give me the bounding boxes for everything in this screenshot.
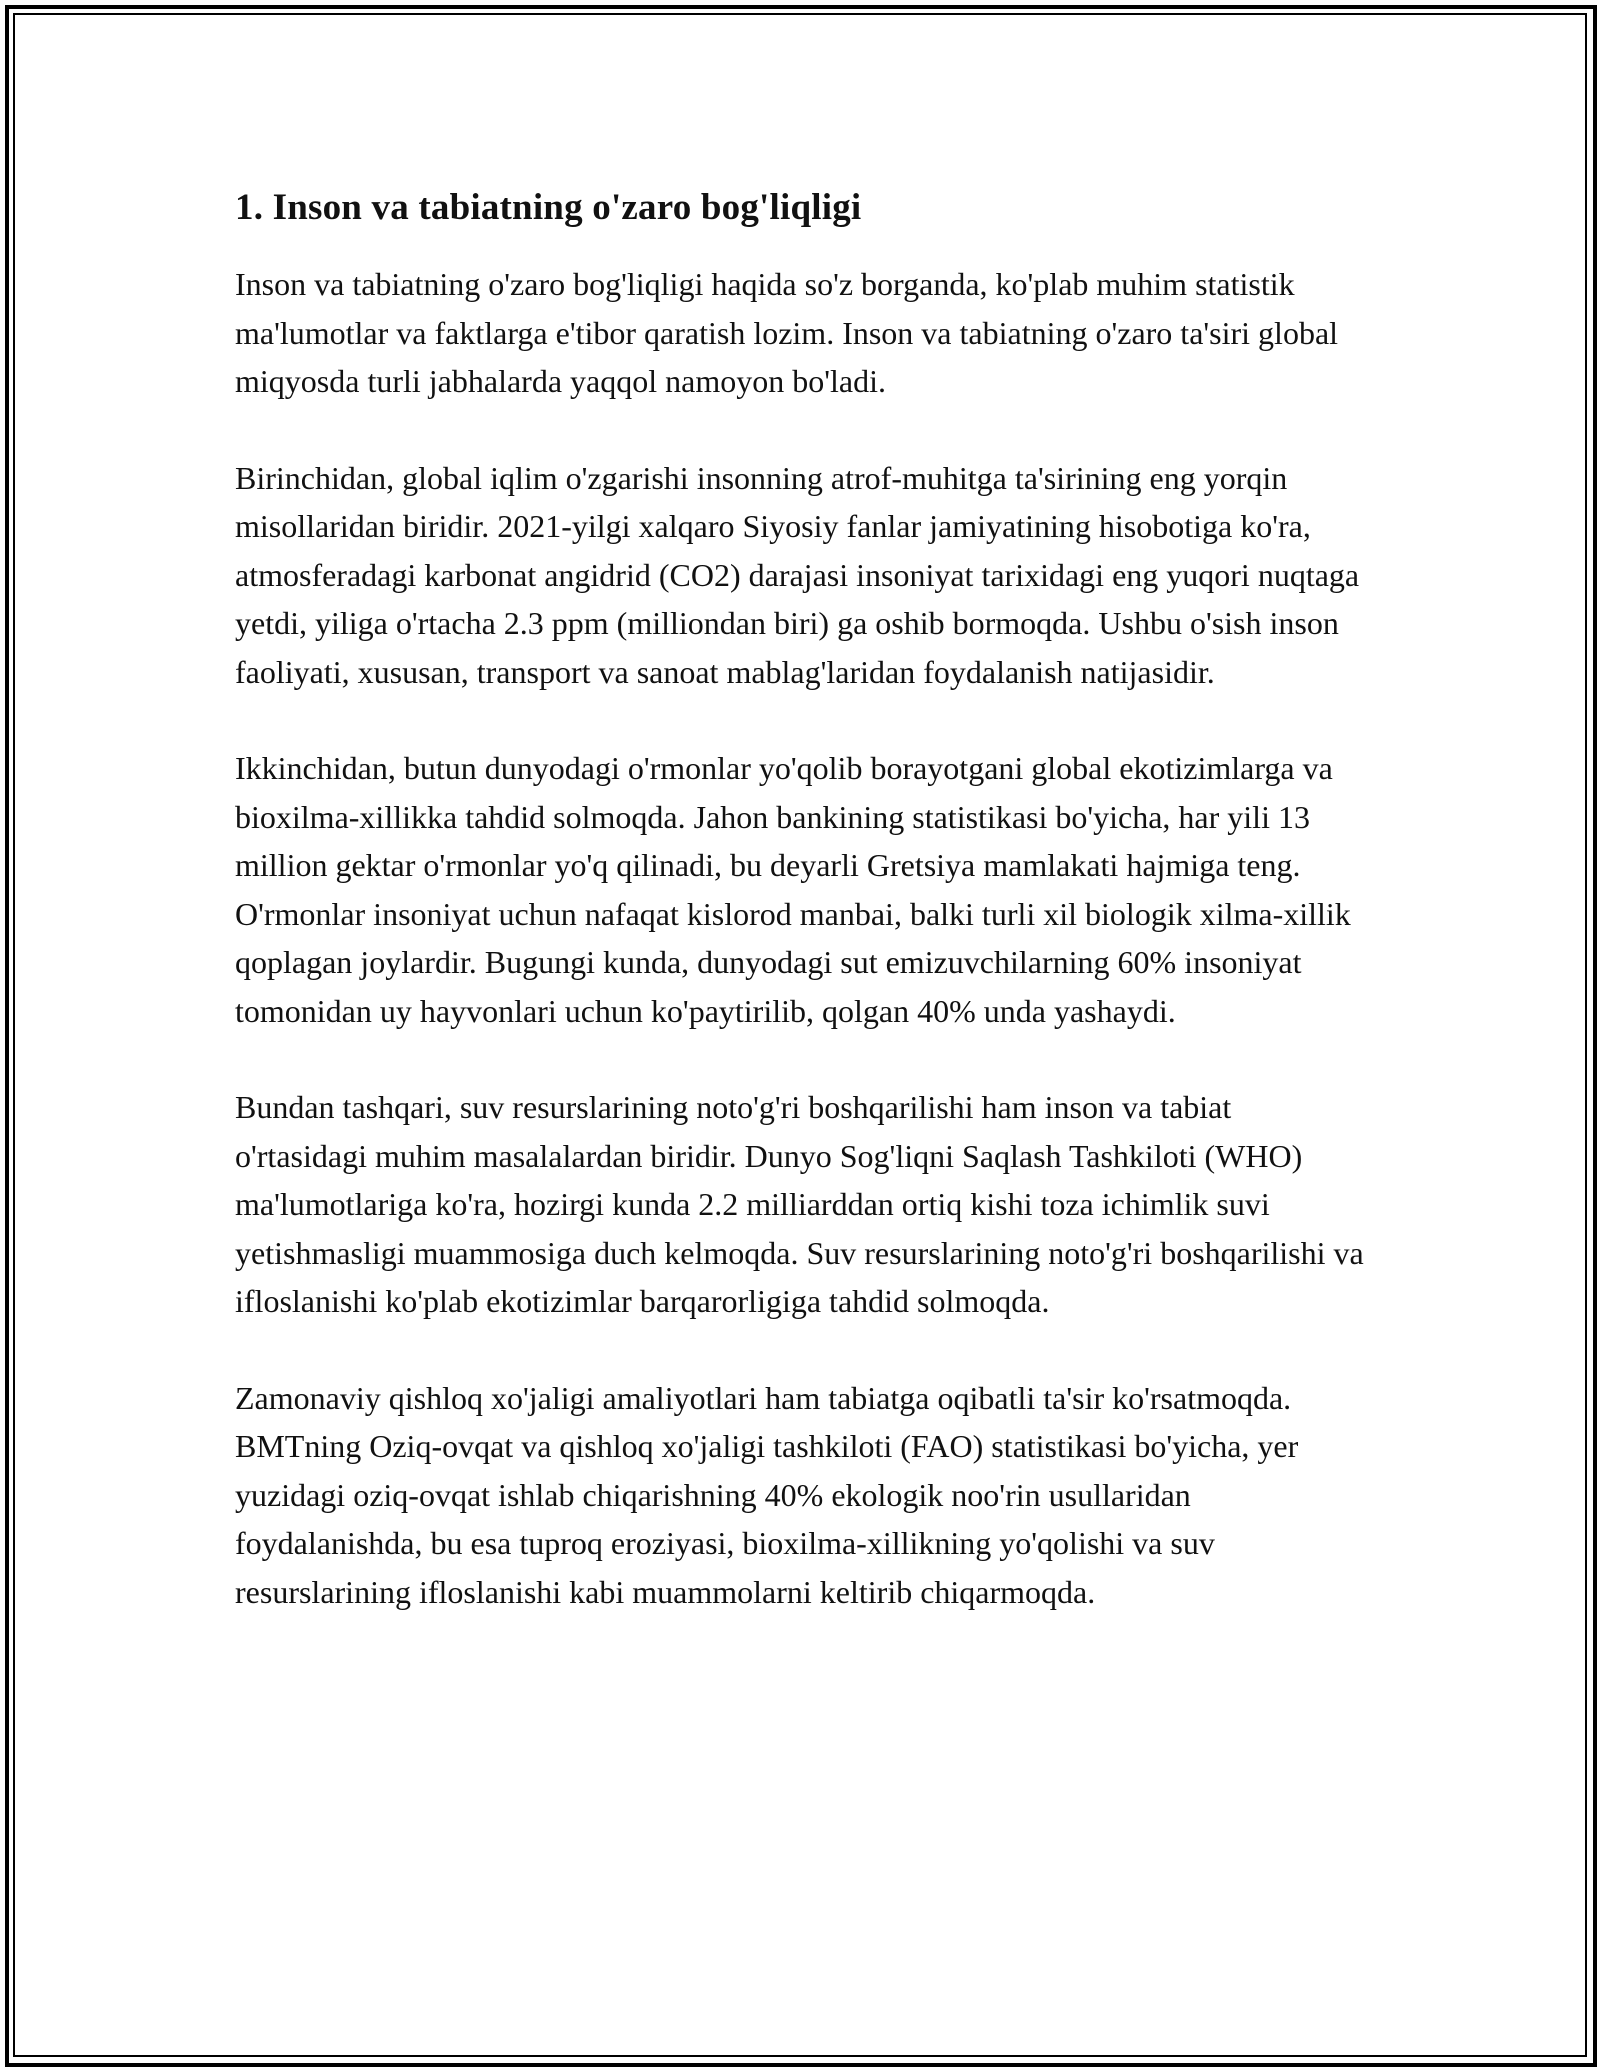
document-body (235, 186, 1365, 1664)
section-heading: 1. Inson va tabiatning o'zaro bog'liqligi (235, 187, 862, 228)
paragraph-climate: Birinchidan, global iqlim o'zgarishi insonning atrof-muhitga ta'sirining eng yorqin misollaridan biridir. 2021-yilgi xalqaro Siyosiy fanlar jamiyatining hisobotiga ko'ra, atmosferadagi karbonat angidrid (CO2) darajasi insoniyat tarixidagi eng yuqori nuqtaga yetdi, yiliga o'rtacha 2.3 ppm (milliondan biri) ga oshib bormoqda. Ushbu o'sish inson faoliyati, xususan, transport va sanoat mablag'laridan foydalanish natijasidir. (235, 459, 1360, 690)
paragraph-agriculture: Zamonaviy qishloq xo'jaligi amaliyotlari ham tabiatga oqibatli ta'sir ko'rsatmoqda. BMTning Oziq-ovqat va qishloq xo'jaligi tashkiloti (FAO) statistikasi bo'yicha, yer yuzidagi oziq-ovqat ishlab chiqarishning 40% ekologik noo'rin usullaridan foydalanishda, bu esa tuproq eroziyasi, bioxilma-xillikning yo'qolishi va suv resurslarining ifloslanishi kabi muammolarni keltirib chiqarmoqda. (235, 1379, 1299, 1610)
paragraph-water: Bundan tashqari, suv resurslarining noto'g'ri boshqarilishi ham inson va tabiat o'rtasidagi muhim masalalardan biridir. Dunyo Sog'liqni Saqlash Tashkiloti (WHO) ma'lumotlariga ko'ra, hozirgi kunda 2.2 milliarddan ortiq kishi toza ichimlik suvi yetishmasligi muammosiga duch kelmoqda. Suv resurslarining noto'g'ri boshqarilishi va ifloslanishi ko'plab ekotizimlar barqarorligiga tahdid solmoqda. (235, 1089, 1364, 1320)
paragraph-forests: Ikkinchidan, butun dunyodagi o'rmonlar yo'qolib borayotgani global ekotizimlarga va bioxilma-xillikka tahdid solmoqda. Jahon bankining statistikasi bo'yicha, har yili 13 million gektar o'rmonlar yo'q qilinadi, bu deyarli Gretsiya mamlakati hajmiga teng. O'rmonlar insoniyat uchun nafaqat kislorod manbai, balki turli xil biologik xilma-xillik qoplagan joylardir. Bugungi kunda, dunyodagi sut emizuvchilarning 60% insoniyat tomonidan uy hayvonlari uchun ko'paytirilib, qolgan 40% unda yashaydi. (235, 750, 1351, 1029)
paragraph-intro: Inson va tabiatning o'zaro bog'liqligi haqida so'z borganda, ko'plab muhim statistik ma'lumotlar va faktlarga e'tibor qaratish lozim. Inson va tabiatning o'zaro ta'siri global miqyosda turli jabhalarda yaqqol namoyon bo'ladi. (235, 266, 1339, 400)
